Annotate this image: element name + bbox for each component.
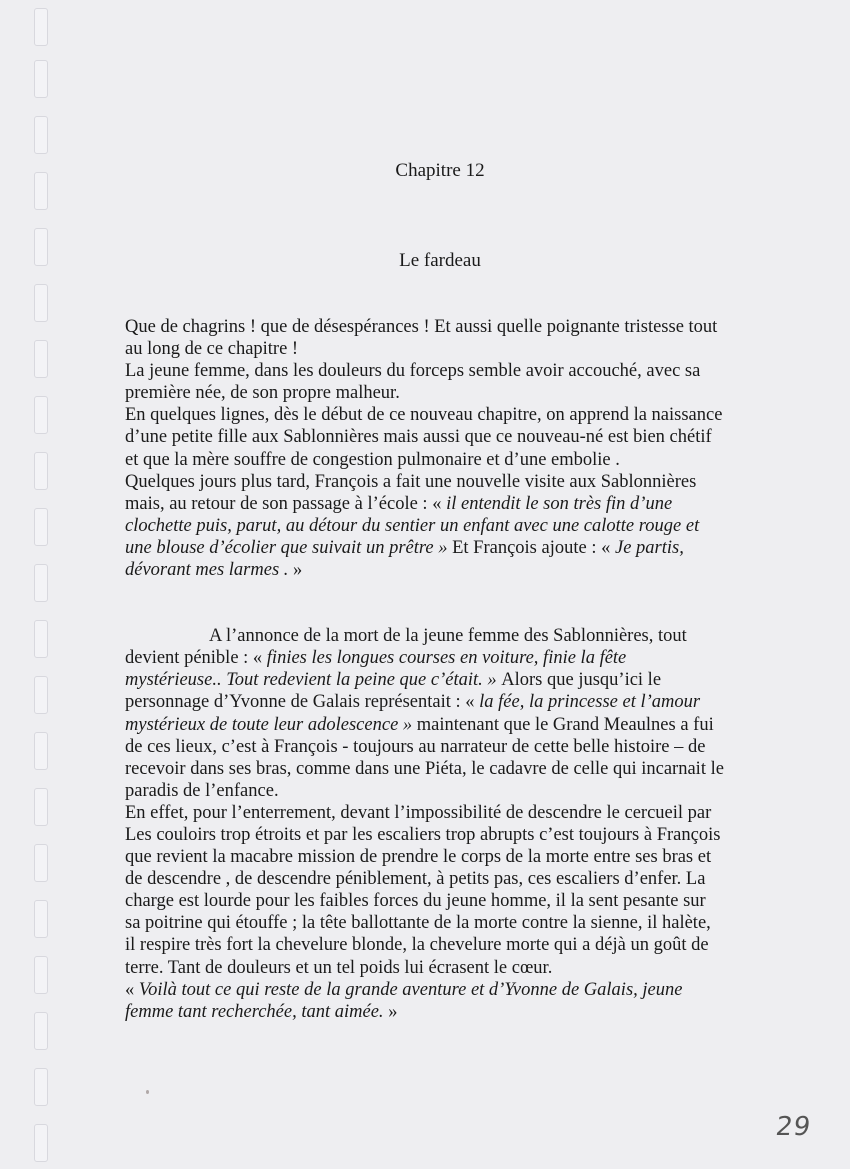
binding-hole (34, 564, 48, 602)
quoted-text: dévorant mes larmes . (125, 560, 294, 581)
text-segment: mais, au retour de son passage à l’école : « (125, 493, 447, 514)
binding-hole (34, 340, 48, 378)
text-line (125, 316, 765, 338)
text-line (125, 537, 765, 559)
text-line (125, 691, 765, 713)
text-line (125, 758, 765, 780)
text-segment: En quelques lignes, dès le début de ce nouveau chapitre, on apprend la naissance (125, 405, 723, 426)
text-segment: paradis de l’enfance. (125, 780, 279, 801)
quoted-text: il entendit le son très fin d’une (446, 493, 673, 514)
text-segment: La jeune femme, dans les douleurs du forceps semble avoir accouché, avec sa (125, 361, 701, 382)
text-segment: de ces lieux, c’est à François - toujours au narrateur de cette belle histoire – de (125, 736, 706, 757)
text-segment: maintenant que le Grand Meaulnes a fui (416, 714, 714, 735)
binding-hole (34, 900, 48, 938)
binding-hole (34, 956, 48, 994)
text-line (125, 404, 765, 426)
text-line (125, 912, 765, 934)
text-line (125, 471, 765, 493)
paper-speck (146, 1090, 149, 1094)
binding-hole (34, 116, 48, 154)
text-line (125, 493, 765, 515)
text-line (125, 957, 765, 979)
text-segment: et que la mère souffre de congestion pulmonaire et d’une embolie . (125, 449, 620, 470)
text-segment: Et François ajoute : « (452, 537, 615, 558)
text-line (125, 426, 765, 448)
binding-hole (34, 1124, 48, 1162)
text-line (125, 824, 765, 846)
text-line (125, 868, 765, 890)
text-segment: recevoir dans ses bras, comme dans une Piéta, le cadavre de celle qui incarnait le (125, 758, 724, 779)
text-line (125, 736, 765, 758)
text-segment: » (293, 560, 303, 581)
text-segment: Que de chagrins ! que de désespérances ! Et aussi quelle poignante tristesse tout (125, 317, 718, 337)
quoted-text: Voilà tout ce qui reste de la grande aventure et d’Yvonne de Galais, jeune (138, 979, 683, 1000)
binding-hole (34, 676, 48, 714)
text-line (125, 449, 765, 471)
quoted-text: femme tant recherchée, tant aimée. (125, 1001, 389, 1022)
binding-hole (34, 1012, 48, 1050)
chapter-title: Chapitre 12 (395, 160, 485, 181)
text-segment: que revient la macabre mission de prendre le corps de la morte entre ses bras et (125, 847, 712, 868)
text-line (125, 979, 765, 1001)
binding-hole (34, 844, 48, 882)
text-segment: « (125, 979, 139, 1000)
binding-hole (34, 788, 48, 826)
text-line (125, 382, 765, 404)
binding-hole (34, 1068, 48, 1106)
text-segment: Alors que jusqu’ici le (501, 670, 662, 691)
text-line (125, 559, 765, 581)
body-text (125, 316, 765, 1023)
binding-hole (34, 396, 48, 434)
text-segment: charge est lourde pour les faibles forces du jeune homme, il la sent pesante sur (125, 891, 706, 912)
quoted-text: Je partis, (614, 537, 684, 558)
text-segment: devient pénible : « (125, 648, 267, 669)
text-segment: il respire très fort la chevelure blonde, la chevelure morte qui a déjà un goût de (125, 935, 709, 956)
binding-hole (34, 508, 48, 546)
text-segment: terre. Tant de douleurs et un tel poids lui écrasent le cœur. (125, 957, 553, 978)
text-segment: de descendre , de descendre péniblement, à petits pas, ces escaliers d’enfer. La (125, 869, 706, 890)
text-line (125, 1001, 765, 1023)
text-line (125, 625, 765, 647)
text-line (125, 780, 765, 802)
text-segment: Les couloirs trop étroits et par les escaliers trop abrupts c’est toujours à François (125, 824, 721, 845)
text-segment: au long de ce chapitre ! (125, 339, 299, 360)
text-line (125, 890, 765, 912)
text-line (125, 338, 765, 360)
text-line (125, 802, 765, 824)
text-line (125, 934, 765, 956)
quoted-text: la fée, la princesse et l’amour (479, 692, 701, 713)
binding-hole (34, 732, 48, 770)
binding-hole (34, 620, 48, 658)
text-segment: sa poitrine qui étouffe ; la tête ballottante de la morte contre la sienne, il halète, (125, 913, 711, 934)
quoted-text: clochette puis, parut, au détour du sentier un enfant avec une calotte rouge et (125, 515, 700, 536)
text-line (125, 360, 765, 382)
text-segment: A l’annonce de la mort de la jeune femme des Sablonnières, tout (209, 626, 687, 647)
text-line (125, 669, 765, 691)
page-number: 29 (773, 1112, 814, 1142)
chapter-subtitle: Le fardeau (399, 250, 481, 271)
binding-hole (34, 452, 48, 490)
binding-hole (34, 284, 48, 322)
paragraph-break (125, 581, 765, 625)
quoted-text: mystérieux de toute leur adolescence » (125, 714, 417, 735)
text-segment: personnage d’Yvonne de Galais représentait : « (125, 692, 480, 713)
binding-hole (34, 8, 48, 46)
text-segment: En effet, pour l’enterrement, devant l’impossibilité de descendre le cercueil par (125, 802, 712, 823)
quoted-text: finies les longues courses en voiture, finie la fête (266, 648, 627, 669)
text-line (125, 714, 765, 736)
quoted-text: mystérieuse.. Tout redevient la peine que c’était. » (125, 670, 502, 691)
binding-hole (34, 60, 48, 98)
text-segment: » (388, 1001, 398, 1022)
quoted-text: une blouse d’écolier que suivait un prêtre » (125, 537, 453, 558)
text-segment: Quelques jours plus tard, François a fait une nouvelle visite aux Sablonnières (125, 471, 697, 492)
text-segment: d’une petite fille aux Sablonnières mais aussi que ce nouveau-né est bien chétif (125, 427, 712, 448)
text-segment: première née, de son propre malheur. (125, 383, 400, 404)
text-line (125, 846, 765, 868)
text-line (125, 515, 765, 537)
text-line (125, 647, 765, 669)
